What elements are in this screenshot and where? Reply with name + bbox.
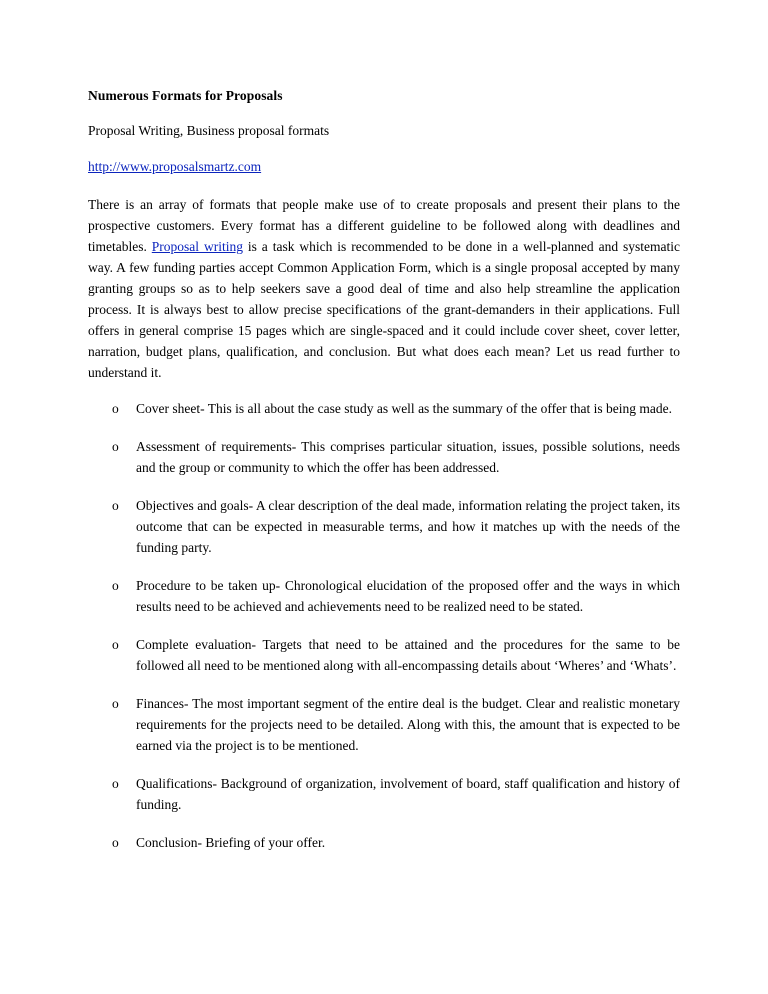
intro-paragraph xyxy=(88,195,680,384)
list-item-text: Finances- The most important segment of the entire deal is the budget. Clear and realistic monetary requirements for the projects need to be detailed. Along with this, the amount that is expected to be earned via the project is to be mentioned. xyxy=(136,696,680,754)
list-item xyxy=(88,635,680,677)
list-item xyxy=(88,399,680,420)
list-item xyxy=(88,774,680,816)
website-url-line xyxy=(88,159,680,176)
intro-text-part-1: There is an array of formats that people make use of to create proposals and present their plans to the prospective customers. Every format has a different guideline to be followed along with deadlines and timetables. xyxy=(88,196,680,254)
list-item xyxy=(88,694,680,757)
list-item xyxy=(88,496,680,559)
list-item-text: Qualifications- Background of organization, involvement of board, staff qualification and history of funding. xyxy=(136,776,680,813)
bullet-circle-icon: o xyxy=(112,835,119,851)
bullet-circle-icon: o xyxy=(112,696,119,712)
bullet-circle-icon: o xyxy=(112,578,119,594)
page-title: Numerous Formats for Proposals xyxy=(88,88,283,103)
document-subtitle: Proposal Writing, Business proposal formats xyxy=(88,122,330,138)
intro-text-part-2: is a task which is recommended to be done in a well-planned and systematic way. A few funding parties accept Common Application Form, which is a single proposal accepted by many granting groups so as to help seekers save a good deal of time and also help streamline the application process. It is always best to allow precise specifications of the grant-demanders in their applications. Full offers in general comprise 15 pages which are single-spaced and it could include cover sheet, cover letter, narration, budget plans, qualification, and conclusion. But what does each mean? Let us read further to understand it. xyxy=(88,238,680,380)
bullet-circle-icon: o xyxy=(112,776,119,792)
list-item xyxy=(88,833,680,854)
list-item-text: Assessment of requirements- This comprises particular situation, issues, possible solutions, needs and the group or community to which the offer has been addressed. xyxy=(136,439,680,476)
website-url-link[interactable]: http://www.proposalsmartz.com xyxy=(88,158,262,174)
bullet-circle-icon: o xyxy=(112,439,119,455)
list-item-text: Complete evaluation- Targets that need to be attained and the procedures for the same to be followed all need to be mentioned along with all-encompassing details about ‘Wheres’ and ‘Whats’. xyxy=(136,637,680,674)
proposal-writing-link[interactable]: Proposal writing xyxy=(151,238,243,254)
list-item-text: Objectives and goals- A clear description of the deal made, information relating the project taken, its outcome that can be expected in measurable terms, and how it matches up with the needs of the funding party. xyxy=(136,498,680,556)
bullet-circle-icon: o xyxy=(112,401,119,417)
bullet-circle-icon: o xyxy=(112,498,119,514)
proposal-sections-list xyxy=(88,399,680,854)
list-item xyxy=(88,437,680,479)
list-item xyxy=(88,576,680,618)
list-item-text: Conclusion- Briefing of your offer. xyxy=(136,835,326,851)
bullet-circle-icon: o xyxy=(112,637,119,653)
list-item-text: Procedure to be taken up- Chronological elucidation of the proposed offer and the ways in which results need to be achieved and achievements need to be realized need to be stated. xyxy=(136,578,680,615)
list-item-text: Cover sheet- This is all about the case study as well as the summary of the offer that is being made. xyxy=(136,401,672,417)
